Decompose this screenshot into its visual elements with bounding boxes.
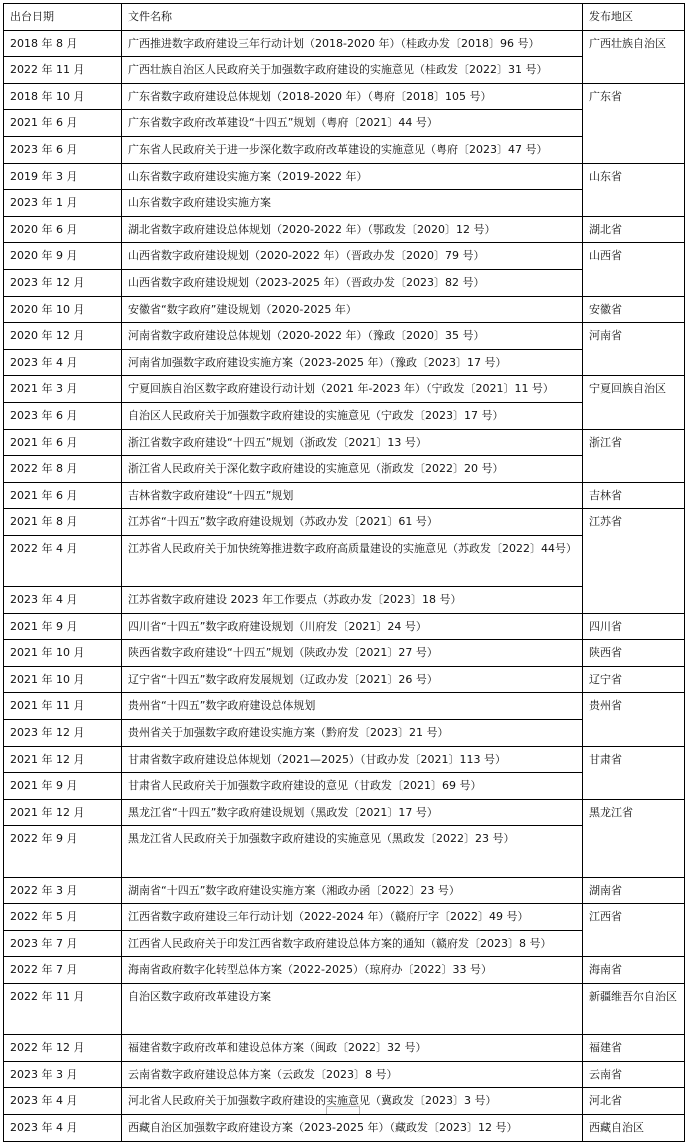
cell-document-name: 甘肃省数字政府建设总体规划（2021—2025）（甘政办发〔2021〕113 号） — [122, 746, 583, 773]
cell-date: 2023 年 4 月 — [4, 1114, 122, 1141]
table-row — [4, 269, 685, 296]
cell-date: 2021 年 10 月 — [4, 666, 122, 693]
cell-region: 山东省 — [583, 163, 685, 216]
table-row — [4, 216, 685, 243]
cell-document-name: 江苏省人民政府关于加快统筹推进数字政府高质量建设的实施意见（苏政发〔2022〕44号） — [122, 535, 583, 586]
cell-date: 2022 年 3 月 — [4, 877, 122, 904]
cell-date: 2021 年 9 月 — [4, 773, 122, 800]
cell-document-name: 广东省数字政府改革建设“十四五”规划（粤府〔2021〕44 号） — [122, 110, 583, 137]
cell-document-name: 甘肃省人民政府关于加强数字政府建设的意见（甘政发〔2021〕69 号） — [122, 773, 583, 800]
cell-date: 2023 年 3 月 — [4, 1061, 122, 1088]
cell-document-name: 江西省数字政府建设三年行动计划（2022-2024 年）（赣府厅字〔2022〕49 号） — [122, 904, 583, 931]
cell-date: 2020 年 12 月 — [4, 323, 122, 350]
cell-document-name: 广西壮族自治区人民政府关于加强数字政府建设的实施意见（桂政发〔2022〕31 号） — [122, 57, 583, 84]
cell-document-name: 安徽省“数字政府”建设规划（2020-2025 年） — [122, 296, 583, 323]
cell-region: 新疆维吾尔自治区 — [583, 983, 685, 1034]
cell-document-name: 山西省数字政府建设规划（2023-2025 年）（晋政办发〔2023〕82 号） — [122, 269, 583, 296]
cell-document-name: 陕西省数字政府建设“十四五”规划（陕政办发〔2021〕27 号） — [122, 640, 583, 667]
cell-date: 2020 年 9 月 — [4, 243, 122, 270]
cell-document-name: 自治区数字政府改革建设方案 — [122, 983, 583, 1034]
header-name: 文件名称 — [122, 4, 583, 31]
cell-region: 广东省 — [583, 83, 685, 163]
table-row — [4, 1114, 685, 1141]
table-row — [4, 296, 685, 323]
cell-region: 江苏省 — [583, 509, 685, 613]
cell-region: 甘肃省 — [583, 746, 685, 799]
cell-document-name: 四川省“十四五”数字政府建设规划（川府发〔2021〕24 号） — [122, 613, 583, 640]
cell-document-name: 河南省加强数字政府建设实施方案（2023-2025 年）（豫政〔2023〕17 号） — [122, 349, 583, 376]
cell-region: 福建省 — [583, 1035, 685, 1062]
cell-region: 湖北省 — [583, 216, 685, 243]
cell-region: 辽宁省 — [583, 666, 685, 693]
cell-date: 2018 年 10 月 — [4, 83, 122, 110]
cell-document-name: 贵州省“十四五”数字政府建设总体规划 — [122, 693, 583, 720]
cell-region: 海南省 — [583, 957, 685, 984]
cell-date: 2020 年 6 月 — [4, 216, 122, 243]
cell-region: 陕西省 — [583, 640, 685, 667]
cell-date: 2021 年 8 月 — [4, 509, 122, 536]
table-row — [4, 509, 685, 536]
table-row — [4, 110, 685, 137]
table-row — [4, 535, 685, 586]
cell-region: 宁夏回族自治区 — [583, 376, 685, 429]
table-row — [4, 1035, 685, 1062]
table-row — [4, 1061, 685, 1088]
table-row — [4, 930, 685, 957]
cell-region: 安徽省 — [583, 296, 685, 323]
cell-date: 2023 年 12 月 — [4, 269, 122, 296]
cell-document-name: 山西省数字政府建设规划（2020-2022 年）（晋政办发〔2020〕79 号） — [122, 243, 583, 270]
cell-date: 2023 年 6 月 — [4, 402, 122, 429]
cell-document-name: 贵州省关于加强数字政府建设实施方案（黔府发〔2023〕21 号） — [122, 720, 583, 747]
table-row — [4, 482, 685, 509]
table-row — [4, 746, 685, 773]
cell-document-name: 河北省人民政府关于加强数字政府建设的实施意见（冀政发〔2023〕3 号） — [122, 1088, 583, 1115]
cell-document-name: 浙江省人民政府关于深化数字政府建设的实施意见（浙政发〔2022〕20 号） — [122, 456, 583, 483]
cell-date: 2023 年 6 月 — [4, 136, 122, 163]
cell-document-name: 河南省数字政府建设总体规划（2020-2022 年）（豫政〔2020〕35 号） — [122, 323, 583, 350]
cell-document-name: 江苏省数字政府建设 2023 年工作要点（苏政办发〔2023〕18 号） — [122, 587, 583, 614]
cell-date: 2022 年 12 月 — [4, 1035, 122, 1062]
cell-date: 2022 年 4 月 — [4, 535, 122, 586]
cell-document-name: 广西推进数字政府建设三年行动计划（2018-2020 年）（桂政办发〔2018〕96 号） — [122, 30, 583, 57]
table-row — [4, 983, 685, 1034]
table-row — [4, 30, 685, 57]
cell-date: 2021 年 6 月 — [4, 482, 122, 509]
cell-document-name: 湖南省“十四五”数字政府建设实施方案（湘政办函〔2022〕23 号） — [122, 877, 583, 904]
cell-document-name: 吉林省数字政府建设“十四五”规划 — [122, 482, 583, 509]
table-row — [4, 693, 685, 720]
cell-document-name: 湖北省数字政府建设总体规划（2020-2022 年）（鄂政发〔2020〕12 号） — [122, 216, 583, 243]
table-row — [4, 613, 685, 640]
table-row — [4, 163, 685, 190]
cell-region: 江西省 — [583, 904, 685, 957]
table-header-row — [4, 4, 685, 31]
table-row — [4, 136, 685, 163]
cell-date: 2023 年 4 月 — [4, 1088, 122, 1115]
table-row — [4, 190, 685, 217]
cell-region: 吉林省 — [583, 482, 685, 509]
cell-date: 2023 年 7 月 — [4, 930, 122, 957]
cell-region: 山西省 — [583, 243, 685, 296]
table-row — [4, 666, 685, 693]
header-region: 发布地区 — [583, 4, 685, 31]
cell-document-name: 江西省人民政府关于印发江西省数字政府建设总体方案的通知（赣府发〔2023〕8 号） — [122, 930, 583, 957]
cell-region: 黑龙江省 — [583, 799, 685, 877]
cell-region: 四川省 — [583, 613, 685, 640]
cell-date: 2023 年 4 月 — [4, 587, 122, 614]
cell-date: 2021 年 11 月 — [4, 693, 122, 720]
cell-date: 2023 年 4 月 — [4, 349, 122, 376]
table-row — [4, 243, 685, 270]
table-row — [4, 799, 685, 826]
table-row — [4, 957, 685, 984]
table-row — [4, 376, 685, 403]
cell-document-name: 广东省人民政府关于进一步深化数字政府改革建设的实施意见（粤府〔2023〕47 号） — [122, 136, 583, 163]
cell-document-name: 自治区人民政府关于加强数字政府建设的实施意见（宁政发〔2023〕17 号） — [122, 402, 583, 429]
cell-date: 2019 年 3 月 — [4, 163, 122, 190]
cell-document-name: 云南省数字政府建设总体方案（云政发〔2023〕8 号） — [122, 1061, 583, 1088]
table-row — [4, 349, 685, 376]
cell-document-name: 宁夏回族自治区数字政府建设行动计划（2021 年-2023 年）（宁政发〔2021〕11 号） — [122, 376, 583, 403]
cell-document-name: 辽宁省“十四五”数字政府发展规划（辽政办发〔2021〕26 号） — [122, 666, 583, 693]
cell-document-name: 黑龙江省“十四五”数字政府建设规划（黑政发〔2021〕17 号） — [122, 799, 583, 826]
cell-date: 2020 年 10 月 — [4, 296, 122, 323]
cell-date: 2022 年 8 月 — [4, 456, 122, 483]
cell-date: 2021 年 10 月 — [4, 640, 122, 667]
cell-date: 2021 年 6 月 — [4, 110, 122, 137]
cell-region: 贵州省 — [583, 693, 685, 746]
table-row — [4, 456, 685, 483]
cell-date: 2022 年 11 月 — [4, 57, 122, 84]
table-row — [4, 429, 685, 456]
table-row — [4, 877, 685, 904]
cell-document-name: 黑龙江省人民政府关于加强数字政府建设的实施意见（黑政发〔2022〕23 号） — [122, 826, 583, 877]
cell-date: 2018 年 8 月 — [4, 30, 122, 57]
cell-date: 2021 年 3 月 — [4, 376, 122, 403]
header-date: 出台日期 — [4, 4, 122, 31]
cell-date: 2023 年 12 月 — [4, 720, 122, 747]
table-row — [4, 83, 685, 110]
cell-document-name: 江苏省“十四五”数字政府建设规划（苏政办发〔2021〕61 号） — [122, 509, 583, 536]
table-row — [4, 323, 685, 350]
cell-date: 2021 年 9 月 — [4, 613, 122, 640]
policy-table — [3, 3, 685, 1142]
cell-region: 湖南省 — [583, 877, 685, 904]
cell-date: 2021 年 6 月 — [4, 429, 122, 456]
cell-document-name: 海南省政府数字化转型总体方案（2022-2025）（琼府办〔2022〕33 号） — [122, 957, 583, 984]
table-body — [4, 30, 685, 1141]
table-row — [4, 57, 685, 84]
cell-region: 河南省 — [583, 323, 685, 376]
cell-date: 2021 年 12 月 — [4, 746, 122, 773]
table-row — [4, 904, 685, 931]
cell-date: 2023 年 1 月 — [4, 190, 122, 217]
table-row — [4, 773, 685, 800]
table-row — [4, 402, 685, 429]
cell-region: 西藏自治区 — [583, 1114, 685, 1141]
table-row — [4, 720, 685, 747]
cell-date: 2021 年 12 月 — [4, 799, 122, 826]
table-row — [4, 826, 685, 877]
cell-date: 2022 年 5 月 — [4, 904, 122, 931]
cell-region: 云南省 — [583, 1061, 685, 1088]
cell-region: 广西壮族自治区 — [583, 30, 685, 83]
table-row — [4, 640, 685, 667]
cell-document-name: 福建省数字政府改革和建设总体方案（闽政〔2022〕32 号） — [122, 1035, 583, 1062]
cell-document-name: 山东省数字政府建设实施方案 — [122, 190, 583, 217]
table-row — [4, 587, 685, 614]
cell-date: 2022 年 7 月 — [4, 957, 122, 984]
cell-region: 河北省 — [583, 1088, 685, 1115]
cell-date: 2022 年 9 月 — [4, 826, 122, 877]
cell-document-name: 山东省数字政府建设实施方案（2019-2022 年） — [122, 163, 583, 190]
cell-document-name: 浙江省数字政府建设“十四五”规划（浙政发〔2021〕13 号） — [122, 429, 583, 456]
cell-region: 浙江省 — [583, 429, 685, 482]
cell-document-name: 广东省数字政府建设总体规划（2018-2020 年）（粤府〔2018〕105 号） — [122, 83, 583, 110]
cell-date: 2022 年 11 月 — [4, 983, 122, 1034]
cell-document-name: 西藏自治区加强数字政府建设方案（2023-2025 年）（藏政发〔2023〕12 号） — [122, 1114, 583, 1141]
